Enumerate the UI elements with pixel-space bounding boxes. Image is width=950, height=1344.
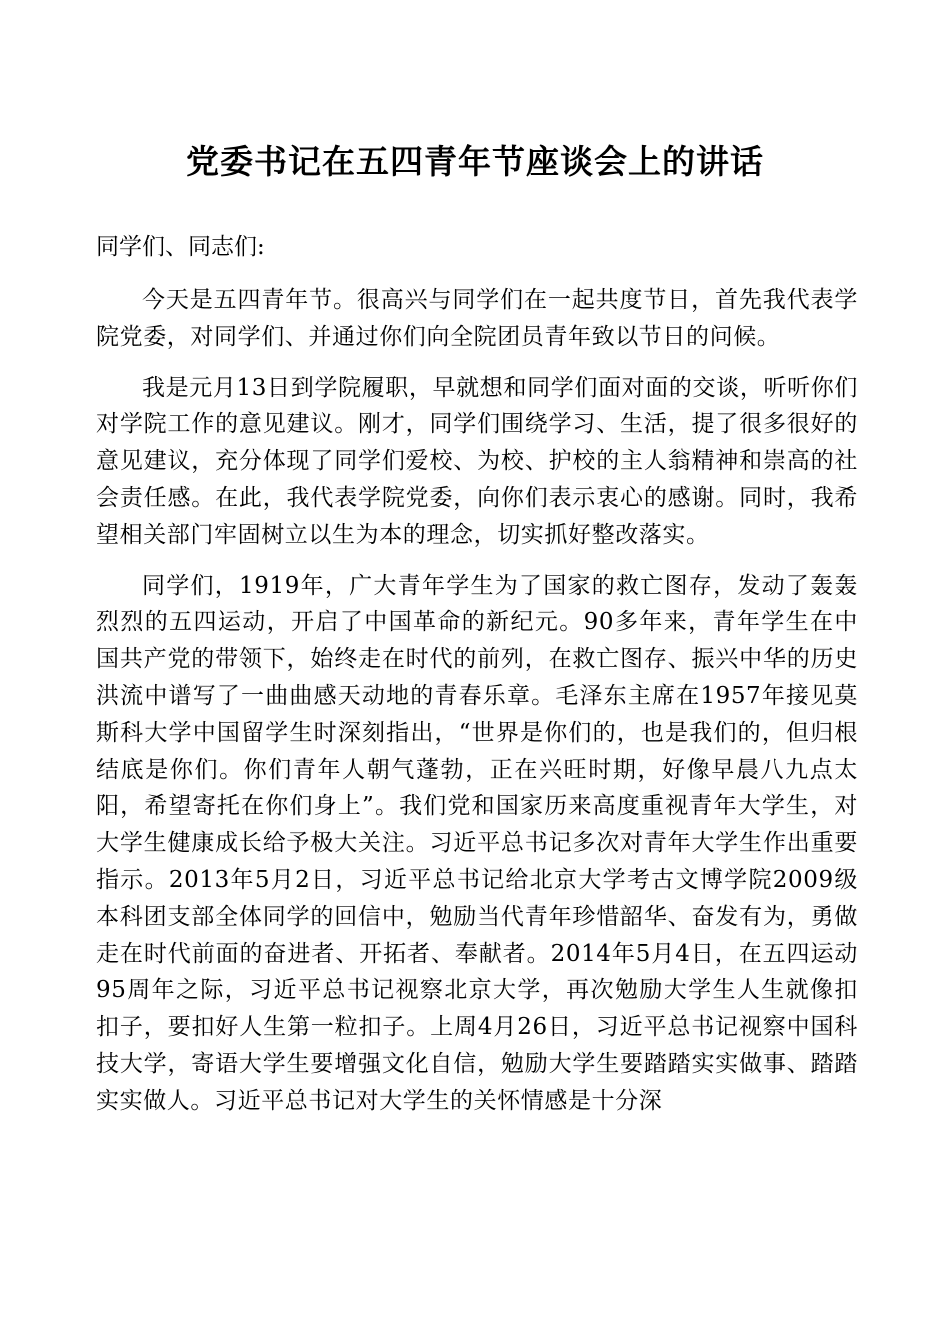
paragraph-introduction: 我是元月13日到学院履职，早就想和同学们面对面的交谈，听听你们对学院工作的意见建议。刚才，同学们围绕学习、生活，提了很多很好的意见建议，充分体现了同学们爱校、为校、护校的主人翁精神和崇高的社会责任感。在此，我代表学院党委，向你们表示衷心的感谢。同时，我希望相关部门牢固树立以生为本的理念，切实抓好整改落实。 (96, 374, 858, 548)
paragraph-history: 同学们，1919年，广大青年学生为了国家的救亡图存，发动了轰轰烈烈的五四运动，开启了中国革命的新纪元。90多年来，青年学生在中国共产党的带领下，始终走在时代的前列，在救亡图存、振兴中华的历史洪流中谱写了一曲曲感天动地的青春乐章。毛泽东主席在1957年接见莫斯科大学中国留学生时深刻指出，“世界是你们的，也是我们的，但归根结底是你们。你们青年人朝气蓬勃，正在兴旺时期，好像早晨八九点太阳，希望寄托在你们身上”。我们党和国家历来高度重视青年大学生，对大学生健康成长给予极大关注。习近平总书记多次对青年大学生作出重要指示。2013年5月2日，习近平总书记给北京大学考古文博学院2009级本科团支部全体同学的回信中，勉励当代青年珍惜韶华、奋发有为，勇做走在时代前面的奋进者、开拓者、奉献者。2014年5月4日，在五四运动95周年之际，习近平总书记视察北京大学，再次勉励大学生人生就像扣扣子，要扣好人生第一粒扣子。上周4月26日，习近平总书记视察中国科技大学，寄语大学生要增强文化自信，勉励大学生要踏踏实实做事、踏踏实实做人。习近平总书记对大学生的关怀情感是十分深 (96, 572, 858, 1114)
document-title: 党委书记在五四青年节座谈会上的讲话 (186, 142, 764, 181)
paragraph-greeting: 今天是五四青年节。很高兴与同学们在一起共度节日，首先我代表学院党委，对同学们、并通过你们向全院团员青年致以节日的问候。 (96, 287, 858, 350)
document-body (96, 226, 858, 1134)
salutation: 同学们、同志们: (96, 234, 265, 260)
